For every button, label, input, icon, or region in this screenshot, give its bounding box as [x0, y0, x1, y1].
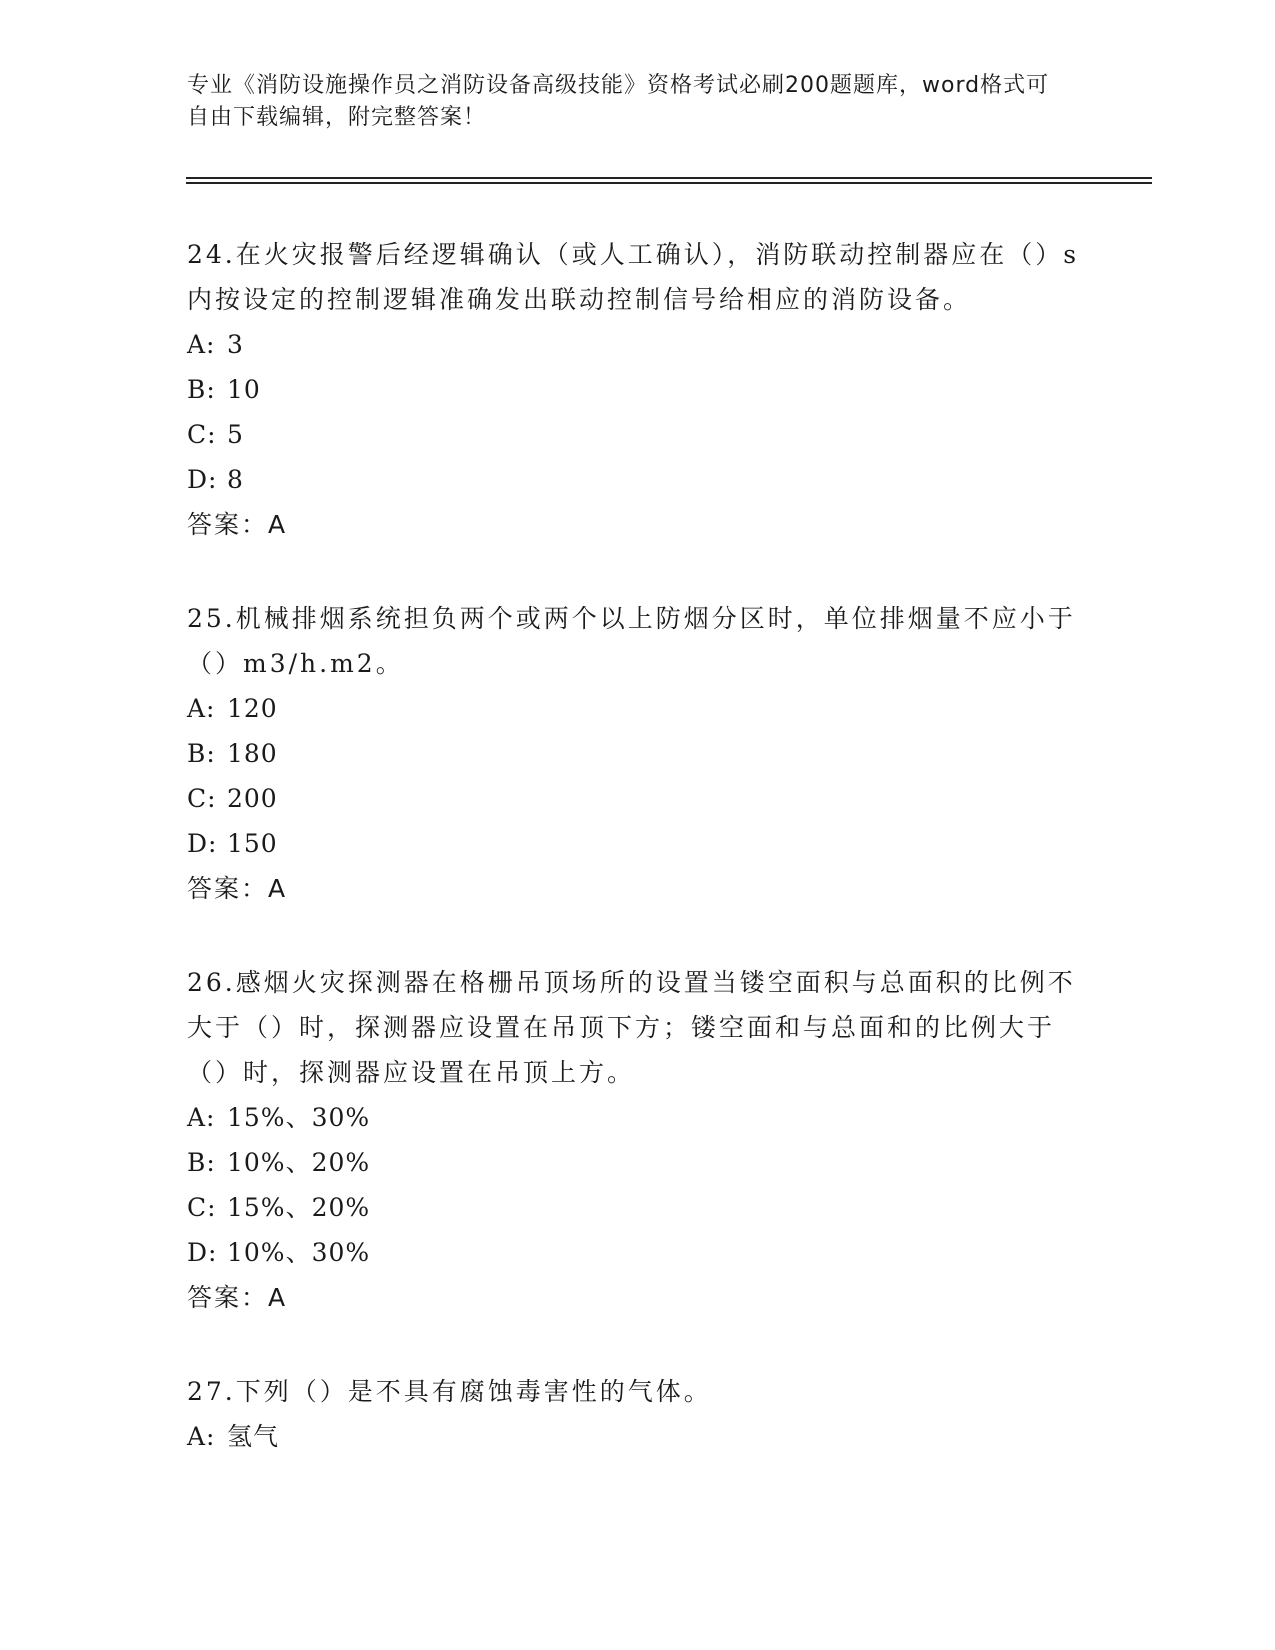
header-divider-top	[186, 177, 1152, 179]
option-text: 150	[227, 829, 278, 858]
option-text: 15%、20%	[227, 1193, 371, 1222]
answer-line: 答案：A	[187, 1283, 288, 1312]
option-text: 5	[227, 420, 244, 449]
question-stem: 27.下列（）是不具有腐蚀毒害性的气体。	[187, 1377, 712, 1406]
option-b	[187, 367, 1087, 412]
option-d	[187, 821, 1087, 866]
header-divider-bottom	[186, 182, 1152, 184]
option-text: 180	[227, 739, 278, 768]
option-letter: B:	[187, 739, 216, 768]
option-letter: A:	[187, 330, 216, 359]
option-letter: B:	[187, 375, 216, 404]
option-letter: A:	[187, 1422, 216, 1451]
option-c	[187, 412, 1087, 457]
answer-line: 答案：A	[187, 510, 288, 539]
option-letter: D:	[187, 465, 218, 494]
option-letter: C:	[187, 420, 217, 449]
question-25	[187, 596, 1087, 911]
option-a	[187, 686, 1087, 731]
question-27	[187, 1369, 1087, 1459]
document-header: 专业《消防设施操作员之消防设备高级技能》资格考试必刷200题题库，word格式可自由下载编辑，附完整答案！	[187, 73, 1050, 130]
option-a	[187, 1095, 1087, 1140]
option-letter: A:	[187, 694, 216, 723]
option-d	[187, 457, 1087, 502]
option-text: 3	[227, 330, 244, 359]
option-letter: B:	[187, 1148, 216, 1177]
option-letter: C:	[187, 784, 217, 813]
option-a	[187, 322, 1087, 367]
question-stem: 24.在火灾报警后经逻辑确认（或人工确认），消防联动控制器应在（）s内按设定的控制逻辑准确发出联动控制信号给相应的消防设备。	[187, 240, 1080, 314]
option-b	[187, 731, 1087, 776]
answer-line: 答案：A	[187, 874, 288, 903]
question-stem: 25.机械排烟系统担负两个或两个以上防烟分区时，单位排烟量不应小于（）m3/h.m2。	[187, 604, 1076, 678]
option-letter: D:	[187, 829, 218, 858]
option-d	[187, 1230, 1087, 1275]
option-text: 10%、20%	[227, 1148, 371, 1177]
question-24	[187, 232, 1087, 547]
option-c	[187, 776, 1087, 821]
option-letter: A:	[187, 1103, 216, 1132]
option-text: 10	[227, 375, 261, 404]
option-b	[187, 1140, 1087, 1185]
option-letter: C:	[187, 1193, 217, 1222]
option-c	[187, 1185, 1087, 1230]
option-text: 120	[227, 694, 278, 723]
option-text: 8	[227, 465, 244, 494]
option-text: 200	[227, 784, 278, 813]
option-text: 10%、30%	[227, 1238, 371, 1267]
option-a	[187, 1414, 1087, 1459]
question-stem: 26.感烟火灾探测器在格栅吊顶场所的设置当镂空面积与总面积的比例不大于（）时，探测器应设置在吊顶下方；镂空面和与总面和的比例大于（）时，探测器应设置在吊顶上方。	[187, 968, 1076, 1087]
option-letter: D:	[187, 1238, 218, 1267]
option-text: 15%、30%	[227, 1103, 371, 1132]
option-text: 氢气	[227, 1422, 280, 1451]
question-26	[187, 960, 1087, 1320]
